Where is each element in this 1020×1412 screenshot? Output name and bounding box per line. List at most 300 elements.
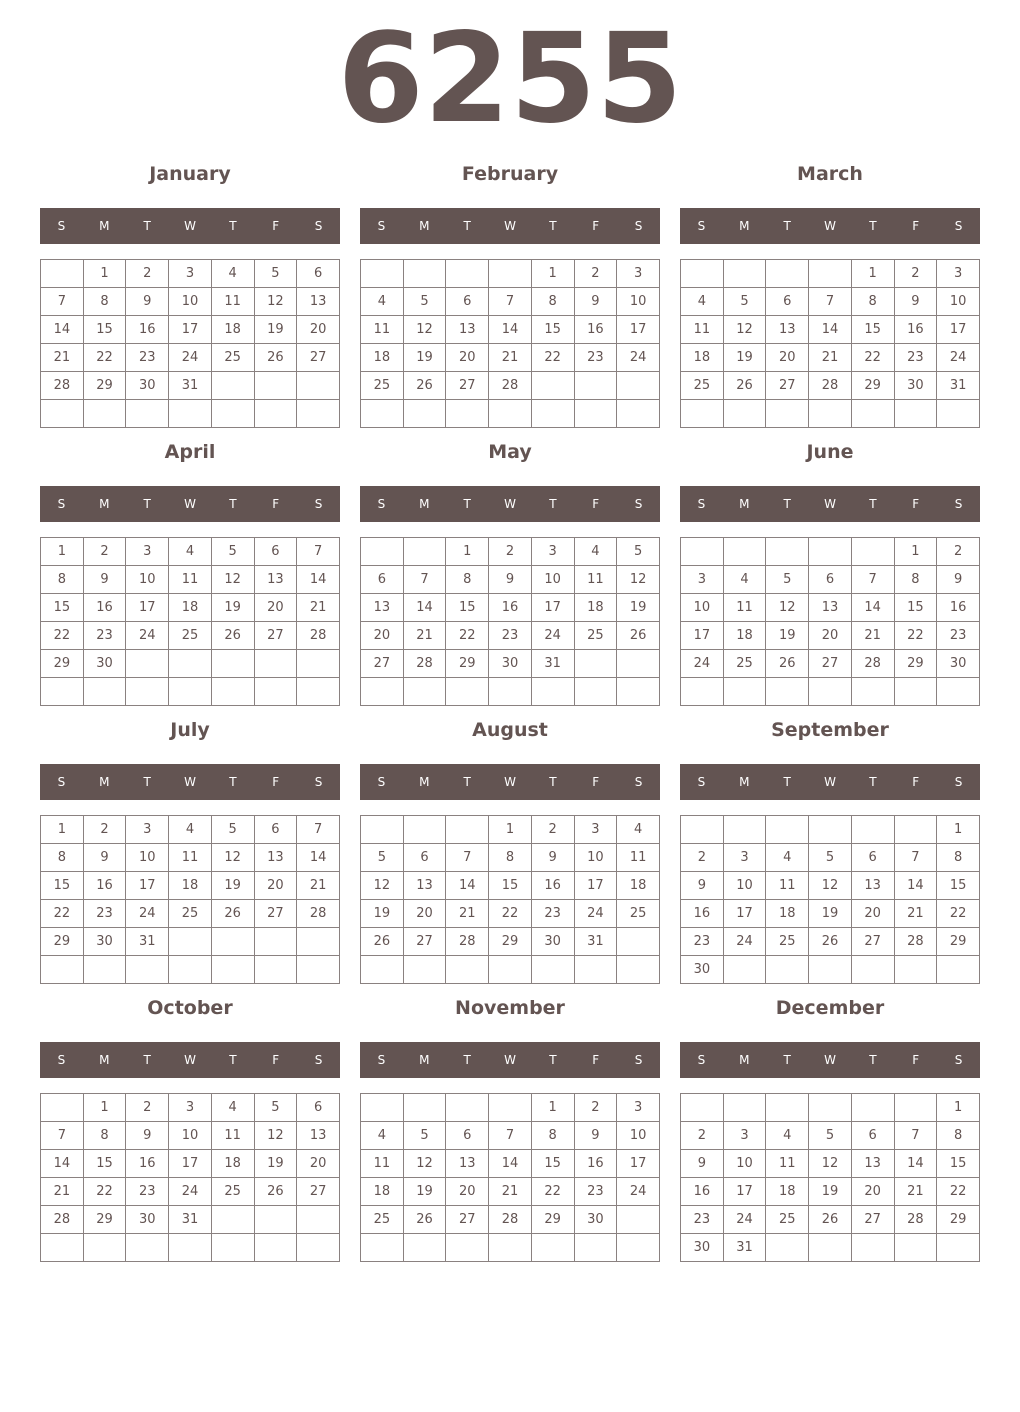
weekday-label: S [634, 1053, 643, 1067]
day-cell: 23 [126, 1178, 169, 1206]
day-cell: 14 [894, 1150, 937, 1178]
month-name: October [147, 997, 233, 1019]
day-cell: 22 [937, 900, 980, 928]
day-cell: 30 [531, 928, 574, 956]
day-cell: 22 [937, 1178, 980, 1206]
day-cell: 6 [446, 1122, 489, 1150]
day-cell: 28 [446, 928, 489, 956]
day-cell: 19 [403, 1178, 446, 1206]
day-cell [851, 1234, 894, 1262]
day-cell [361, 956, 404, 984]
weekday-label: M [739, 219, 750, 233]
day-cell: 21 [809, 344, 852, 372]
week-row [681, 1122, 980, 1150]
day-cell: 6 [766, 288, 809, 316]
day-cell: 9 [83, 566, 126, 594]
day-cell [723, 538, 766, 566]
day-cell [809, 260, 852, 288]
day-cell [403, 1234, 446, 1262]
day-cell: 30 [126, 1206, 169, 1234]
day-cell: 19 [403, 344, 446, 372]
day-cell: 21 [894, 1178, 937, 1206]
weekday-label: T [143, 219, 151, 233]
week-row [41, 872, 340, 900]
week-row [41, 1122, 340, 1150]
day-cell: 28 [41, 1206, 84, 1234]
day-cell: 23 [937, 622, 980, 650]
weekday-label: T [143, 775, 151, 789]
day-cell: 14 [894, 872, 937, 900]
weekday-label: T [869, 219, 877, 233]
day-cell: 27 [446, 1206, 489, 1234]
week-row [681, 1234, 980, 1262]
day-cell: 11 [361, 1150, 404, 1178]
day-cell [531, 678, 574, 706]
weekday-label: S [697, 775, 706, 789]
day-cell: 16 [126, 1150, 169, 1178]
day-cell: 27 [446, 372, 489, 400]
day-cell [617, 1234, 660, 1262]
day-cell: 7 [894, 844, 937, 872]
day-cell [297, 372, 340, 400]
week-row [361, 372, 660, 400]
day-cell: 13 [851, 872, 894, 900]
weekday-label: S [377, 775, 386, 789]
day-cell: 4 [574, 538, 617, 566]
day-cell: 23 [574, 344, 617, 372]
day-cell: 22 [531, 344, 574, 372]
day-cell [894, 1234, 937, 1262]
weekday-label: T [143, 497, 151, 511]
day-cell: 12 [403, 316, 446, 344]
day-cell: 15 [937, 872, 980, 900]
day-cell: 26 [403, 1206, 446, 1234]
weekday-label: T [463, 497, 471, 511]
day-cell: 27 [254, 900, 297, 928]
day-cell: 28 [297, 900, 340, 928]
weekday-label: W [184, 219, 196, 233]
day-cell: 11 [681, 316, 724, 344]
day-cell: 28 [489, 372, 532, 400]
day-cell [126, 1234, 169, 1262]
day-cell: 11 [766, 1150, 809, 1178]
day-cell: 24 [531, 622, 574, 650]
week-row [361, 260, 660, 288]
day-cell: 28 [403, 650, 446, 678]
day-cell: 11 [617, 844, 660, 872]
day-cell: 17 [126, 594, 169, 622]
day-cell: 22 [489, 900, 532, 928]
day-cell: 27 [851, 928, 894, 956]
day-cell [446, 678, 489, 706]
day-cell [894, 400, 937, 428]
day-cell [126, 956, 169, 984]
day-cell [681, 400, 724, 428]
day-cell: 31 [169, 372, 212, 400]
weekday-label: W [184, 1053, 196, 1067]
day-cell: 30 [894, 372, 937, 400]
day-cell: 2 [894, 260, 937, 288]
day-cell: 14 [809, 316, 852, 344]
week-row [41, 344, 340, 372]
weekday-header [680, 1042, 980, 1078]
day-cell [894, 816, 937, 844]
week-row [681, 900, 980, 928]
day-cell: 17 [617, 1150, 660, 1178]
day-cell: 19 [211, 594, 254, 622]
day-cell: 6 [254, 816, 297, 844]
day-grid [360, 537, 660, 706]
day-cell [723, 816, 766, 844]
day-cell [574, 678, 617, 706]
weekday-label: M [419, 497, 430, 511]
day-cell: 2 [937, 538, 980, 566]
day-cell: 30 [83, 928, 126, 956]
weekday-label: S [57, 1053, 66, 1067]
day-cell [681, 816, 724, 844]
day-cell: 10 [723, 1150, 766, 1178]
day-cell: 30 [681, 956, 724, 984]
day-cell: 6 [403, 844, 446, 872]
day-cell: 25 [617, 900, 660, 928]
weekday-label: F [592, 497, 600, 511]
week-row [41, 1094, 340, 1122]
weekday-header [360, 208, 660, 244]
day-cell: 10 [681, 594, 724, 622]
month-name: February [461, 163, 559, 185]
day-cell: 23 [531, 900, 574, 928]
day-cell: 5 [403, 288, 446, 316]
weekday-header [360, 764, 660, 800]
week-row [361, 1178, 660, 1206]
day-cell: 11 [361, 316, 404, 344]
day-cell: 28 [809, 372, 852, 400]
day-cell: 24 [617, 344, 660, 372]
day-cell: 10 [723, 872, 766, 900]
day-cell: 18 [361, 1178, 404, 1206]
day-cell: 26 [361, 928, 404, 956]
day-cell [254, 928, 297, 956]
day-cell: 24 [169, 344, 212, 372]
day-cell: 12 [809, 872, 852, 900]
week-row [681, 956, 980, 984]
day-cell: 30 [83, 650, 126, 678]
week-row [41, 372, 340, 400]
day-cell: 21 [489, 344, 532, 372]
day-cell: 3 [531, 538, 574, 566]
day-cell: 11 [211, 288, 254, 316]
week-row [361, 1122, 660, 1150]
day-cell [297, 1234, 340, 1262]
day-cell: 1 [894, 538, 937, 566]
week-row [361, 594, 660, 622]
weekday-label: S [697, 1053, 706, 1067]
weekday-label: T [783, 775, 791, 789]
week-row [361, 400, 660, 428]
day-cell: 27 [766, 372, 809, 400]
day-cell: 2 [489, 538, 532, 566]
weekday-label: S [314, 775, 323, 789]
day-cell: 14 [297, 566, 340, 594]
day-cell: 13 [851, 1150, 894, 1178]
weekday-label: T [229, 497, 237, 511]
day-cell: 13 [446, 316, 489, 344]
weekday-label: M [739, 1053, 750, 1067]
day-cell: 10 [937, 288, 980, 316]
day-cell: 8 [894, 566, 937, 594]
day-cell [809, 538, 852, 566]
day-cell: 27 [361, 650, 404, 678]
week-row [361, 1234, 660, 1262]
day-cell [766, 956, 809, 984]
day-cell: 9 [937, 566, 980, 594]
day-cell [723, 400, 766, 428]
day-cell [489, 1094, 532, 1122]
day-cell: 17 [723, 900, 766, 928]
day-cell [531, 1234, 574, 1262]
day-cell: 4 [361, 1122, 404, 1150]
month-name: November [455, 997, 565, 1019]
weekday-label: W [504, 219, 516, 233]
day-cell: 7 [297, 816, 340, 844]
day-cell [361, 400, 404, 428]
day-cell: 22 [851, 344, 894, 372]
day-cell: 2 [681, 1122, 724, 1150]
day-cell: 16 [574, 316, 617, 344]
day-cell: 15 [446, 594, 489, 622]
day-cell: 9 [83, 844, 126, 872]
day-cell: 27 [297, 344, 340, 372]
day-cell [723, 956, 766, 984]
week-row [361, 650, 660, 678]
week-row [361, 316, 660, 344]
day-cell [126, 678, 169, 706]
day-cell: 20 [809, 622, 852, 650]
day-cell: 31 [937, 372, 980, 400]
day-cell: 14 [297, 844, 340, 872]
day-cell [297, 1206, 340, 1234]
day-cell [894, 1094, 937, 1122]
day-cell: 7 [41, 288, 84, 316]
weekday-label: F [592, 1053, 600, 1067]
day-cell: 12 [211, 566, 254, 594]
day-cell: 31 [531, 650, 574, 678]
weekday-label: S [697, 497, 706, 511]
day-cell: 22 [83, 344, 126, 372]
day-cell: 12 [766, 594, 809, 622]
week-row [681, 872, 980, 900]
day-cell: 16 [83, 872, 126, 900]
day-cell: 17 [617, 316, 660, 344]
day-grid [360, 259, 660, 428]
day-cell: 22 [41, 622, 84, 650]
day-cell: 27 [403, 928, 446, 956]
day-cell: 3 [723, 1122, 766, 1150]
day-cell [169, 1234, 212, 1262]
day-cell: 25 [169, 622, 212, 650]
weekday-label: S [954, 775, 963, 789]
day-cell [254, 1234, 297, 1262]
day-cell: 18 [723, 622, 766, 650]
day-cell: 3 [126, 816, 169, 844]
weekday-label: W [504, 1053, 516, 1067]
day-cell: 23 [574, 1178, 617, 1206]
day-cell [446, 400, 489, 428]
day-cell [766, 816, 809, 844]
weekday-label: M [419, 219, 430, 233]
day-cell: 21 [446, 900, 489, 928]
day-cell: 1 [83, 260, 126, 288]
day-cell: 19 [617, 594, 660, 622]
day-cell [126, 400, 169, 428]
day-cell [766, 1094, 809, 1122]
week-row [361, 1206, 660, 1234]
month-name: May [488, 441, 532, 463]
day-cell [766, 1234, 809, 1262]
day-cell: 31 [126, 928, 169, 956]
day-cell: 30 [574, 1206, 617, 1234]
day-cell [809, 400, 852, 428]
day-cell: 24 [723, 928, 766, 956]
day-cell: 7 [41, 1122, 84, 1150]
week-row [41, 566, 340, 594]
day-cell: 2 [681, 844, 724, 872]
day-cell [681, 678, 724, 706]
day-cell [809, 956, 852, 984]
month-name: August [472, 719, 548, 741]
day-cell [403, 816, 446, 844]
day-cell: 13 [403, 872, 446, 900]
weekday-label: M [99, 775, 110, 789]
weekday-header [40, 486, 340, 522]
day-cell: 5 [211, 538, 254, 566]
day-cell [297, 678, 340, 706]
day-cell [446, 816, 489, 844]
day-cell: 20 [446, 1178, 489, 1206]
day-cell [766, 678, 809, 706]
day-cell: 23 [681, 928, 724, 956]
day-cell: 2 [531, 816, 574, 844]
week-row [681, 288, 980, 316]
week-row [41, 538, 340, 566]
week-row [41, 260, 340, 288]
day-cell: 12 [254, 1122, 297, 1150]
day-cell: 29 [41, 928, 84, 956]
day-cell: 21 [489, 1178, 532, 1206]
day-cell: 20 [851, 1178, 894, 1206]
day-cell: 28 [41, 372, 84, 400]
day-cell: 9 [681, 872, 724, 900]
week-row [361, 1094, 660, 1122]
week-row [41, 622, 340, 650]
weekday-label: S [57, 775, 66, 789]
day-cell [211, 956, 254, 984]
day-cell: 26 [211, 900, 254, 928]
day-cell: 28 [894, 928, 937, 956]
day-cell [403, 1094, 446, 1122]
day-cell: 21 [403, 622, 446, 650]
day-cell: 29 [489, 928, 532, 956]
day-cell: 17 [681, 622, 724, 650]
day-cell: 8 [937, 844, 980, 872]
day-cell: 12 [723, 316, 766, 344]
day-cell: 15 [531, 316, 574, 344]
day-cell: 21 [297, 594, 340, 622]
month-name: July [170, 719, 210, 741]
day-cell: 6 [851, 1122, 894, 1150]
day-cell [169, 678, 212, 706]
day-cell [937, 1234, 980, 1262]
weekday-label: F [272, 219, 280, 233]
weekday-label: M [739, 775, 750, 789]
day-cell: 20 [766, 344, 809, 372]
day-cell: 21 [851, 622, 894, 650]
day-cell: 26 [766, 650, 809, 678]
day-cell: 8 [531, 288, 574, 316]
day-cell: 25 [723, 650, 766, 678]
day-cell: 18 [766, 1178, 809, 1206]
week-row [41, 1234, 340, 1262]
day-cell: 28 [297, 622, 340, 650]
day-cell [403, 260, 446, 288]
weekday-header [680, 208, 980, 244]
day-cell: 18 [169, 872, 212, 900]
day-cell [723, 678, 766, 706]
day-cell: 14 [41, 1150, 84, 1178]
week-row [361, 872, 660, 900]
week-row [41, 844, 340, 872]
weekday-label: T [783, 497, 791, 511]
day-cell: 24 [681, 650, 724, 678]
day-cell: 18 [766, 900, 809, 928]
day-cell: 16 [894, 316, 937, 344]
weekday-label: W [184, 497, 196, 511]
day-cell: 6 [297, 1094, 340, 1122]
day-cell: 3 [574, 816, 617, 844]
day-grid [40, 259, 340, 428]
day-cell [126, 650, 169, 678]
day-cell: 25 [574, 622, 617, 650]
day-cell [809, 816, 852, 844]
day-cell: 14 [41, 316, 84, 344]
week-row [361, 344, 660, 372]
weekday-label: T [463, 219, 471, 233]
day-cell: 5 [809, 1122, 852, 1150]
day-cell [211, 650, 254, 678]
day-cell: 11 [766, 872, 809, 900]
weekday-header [360, 486, 660, 522]
day-cell: 25 [361, 372, 404, 400]
week-row [681, 1206, 980, 1234]
day-cell: 8 [937, 1122, 980, 1150]
day-cell: 13 [254, 566, 297, 594]
weekday-label: T [869, 1053, 877, 1067]
day-cell [41, 400, 84, 428]
day-cell: 29 [41, 650, 84, 678]
day-cell: 12 [403, 1150, 446, 1178]
day-cell [809, 678, 852, 706]
day-cell [489, 1234, 532, 1262]
day-cell [169, 400, 212, 428]
weekday-label: W [824, 1053, 836, 1067]
weekday-label: M [739, 497, 750, 511]
day-cell: 17 [126, 872, 169, 900]
day-cell: 23 [894, 344, 937, 372]
day-cell: 24 [126, 900, 169, 928]
day-cell: 23 [83, 900, 126, 928]
day-cell: 25 [681, 372, 724, 400]
day-cell: 9 [574, 1122, 617, 1150]
